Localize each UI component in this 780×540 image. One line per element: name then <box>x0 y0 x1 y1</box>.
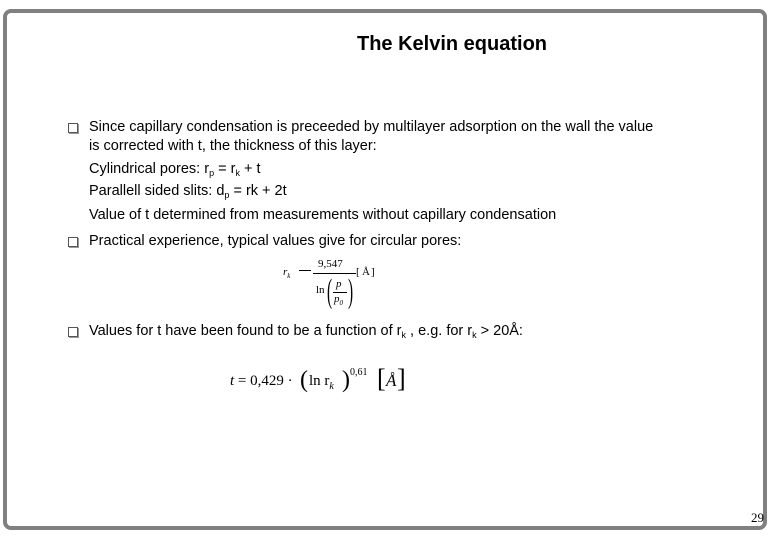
eq1-p0 <box>334 293 343 307</box>
b3-prefix: Values for t have been found to be a function of r <box>89 323 402 339</box>
eq1-p0-sub: 0 <box>339 299 343 308</box>
bullet-1-line-2: is corrected with t, the thickness of this layer: <box>89 138 377 154</box>
eq2-unit-close: ] <box>397 364 406 393</box>
eq1-unit-open: [ <box>356 266 360 278</box>
eq1-r-sub: k <box>287 272 291 281</box>
eq2-exponent: 0,61 <box>350 367 368 378</box>
bullet-marker <box>68 123 78 133</box>
cyl-mid: = r <box>214 161 236 177</box>
eq2-unit-open: [ <box>377 364 386 393</box>
eq1-lhs <box>283 266 290 280</box>
page-number: 29 <box>751 510 764 525</box>
eq1-numerator: 9,547 <box>318 258 343 270</box>
slit-suffix: = rk + 2t <box>229 183 287 199</box>
eq2-ln <box>309 373 334 392</box>
bullet-1-line-1: Since capillary condensation is preceeded by multilayer adsorption on the wall the value <box>89 119 654 135</box>
b3-mid: , e.g. for r <box>406 323 473 339</box>
eq2-left-paren: ( <box>300 367 308 393</box>
eq1-left-paren: ( <box>327 273 333 310</box>
eq1-unit-close: ] <box>371 266 375 278</box>
eq2-right-paren: ) <box>342 367 350 393</box>
cyl-suffix: + t <box>239 161 261 177</box>
cylindrical-pores-line <box>89 160 261 182</box>
b3-sub-k1: k <box>401 330 407 340</box>
slit-sub-p: p <box>224 190 230 200</box>
cyl-prefix: Cylindrical pores: r <box>89 161 210 177</box>
cyl-sub-k: k <box>235 168 240 178</box>
bullet-marker <box>68 237 78 247</box>
eq1-p0-p: p <box>334 293 340 305</box>
b3-suffix: > 20Å: <box>476 323 523 339</box>
b3-sub-k2: k <box>472 330 477 340</box>
eq1-right-paren: ) <box>348 273 354 310</box>
eq2-lhs: t = 0,429 · <box>230 373 293 389</box>
eq1-r: r <box>283 266 288 278</box>
bullet-3-text <box>89 322 523 344</box>
bullet-marker <box>68 327 78 337</box>
eq2-ln-sub: k <box>329 381 334 392</box>
parallel-slits-line <box>89 182 287 204</box>
eq1-unit: Å <box>362 266 370 278</box>
bullet-2-text: Practical experience, typical values give for circular pores: <box>89 233 462 249</box>
bullet-1-line-5: Value of t determined from measurements without capillary condensation <box>89 207 557 223</box>
eq1-ln: ln <box>316 284 325 296</box>
eq1-minus <box>299 270 311 271</box>
slide-title: The Kelvin equation <box>356 33 548 55</box>
slit-prefix: Parallell sided slits: d <box>89 183 225 199</box>
cyl-sub-p: p <box>209 168 215 178</box>
slide-frame <box>3 9 767 530</box>
eq1-p: p <box>336 278 342 290</box>
eq2-unit: Å <box>386 371 397 390</box>
eq2-ln-text: ln r <box>309 373 330 389</box>
